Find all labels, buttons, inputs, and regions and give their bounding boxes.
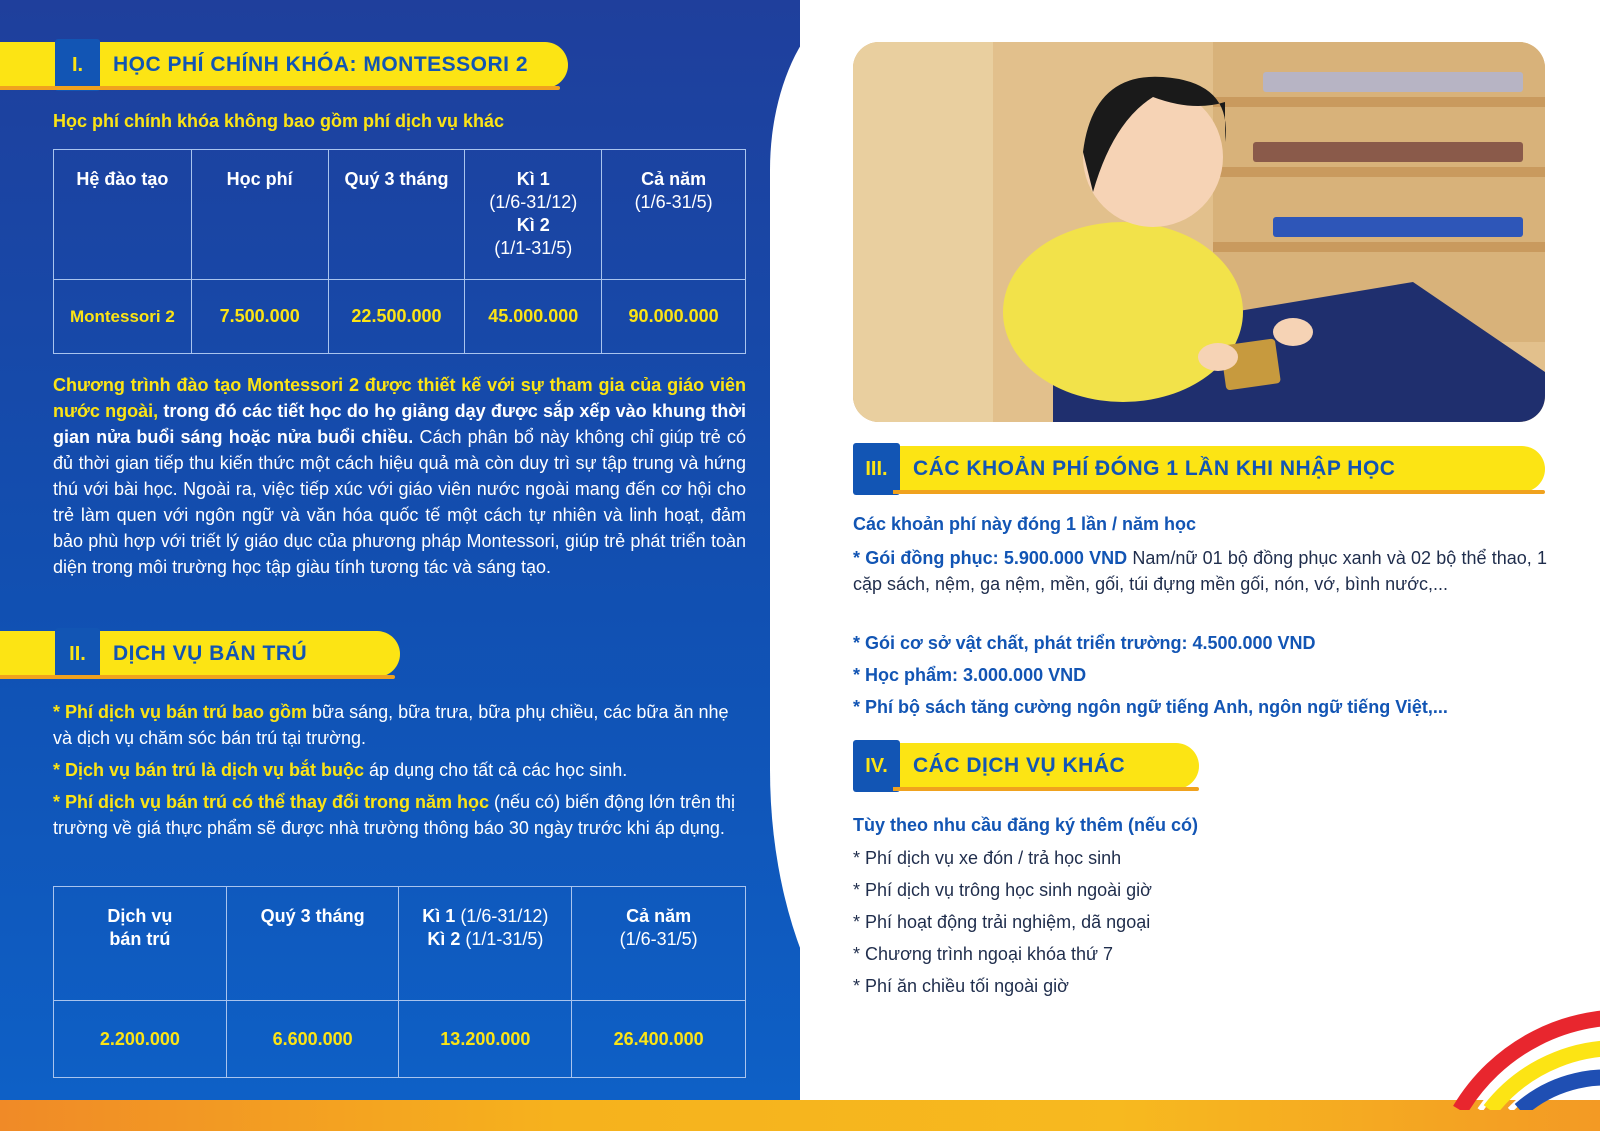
- boarding-cell-value: 13.200.000: [399, 1001, 572, 1078]
- boarding-header-ki2: Kì 2: [427, 929, 461, 949]
- header-ki2-range: (1/1-31/5): [494, 238, 573, 258]
- boarding-header-year: [572, 887, 746, 1001]
- boarding-bullet-2: [53, 757, 746, 783]
- section-4-title: CÁC DỊCH VỤ KHÁC: [913, 754, 1126, 777]
- table-header-cell-semester: [465, 150, 602, 280]
- section-3-number: III.: [853, 443, 900, 495]
- table-header-cell: Hệ đào tạo: [54, 150, 192, 280]
- bottom-orange-bar: [0, 1100, 1600, 1131]
- description-bold: trong đó các tiết học do họ giảng dạy được sắp xếp vào khung thời gian nửa buổi sáng hoặc nửa buổi chiều.: [53, 401, 746, 447]
- table-header-cell-year: [602, 150, 746, 280]
- rainbow-decoration: [1440, 1000, 1600, 1110]
- section-3-subtitle: Các khoản phí này đóng 1 lần / năm học: [853, 514, 1197, 534]
- service-item: * Phí hoạt động trải nghiệm, dã ngoại: [853, 912, 1151, 932]
- boarding-cell-value: 26.400.000: [572, 1001, 746, 1078]
- boarding-header-ki2-range: (1/1-31/5): [460, 929, 544, 949]
- boarding-cell-value: 2.200.000: [54, 1001, 227, 1078]
- description-body: Cách phân bổ này không chỉ giúp trẻ có đủ thời gian tiếp thu kiến thức một cách hiệu quả mà còn duy trì sự tập trung và hứng thú với bài học. Ngoài ra, việc tiếp xúc với giáo viên nước ngoài mang đến cơ hội cho trẻ làm quen với ngôn ngữ và văn hóa quốc tế một cách tự nhiên và linh hoạt, đảm bảo phù hợp với triết lý giáo dục của phương pháp Montessori, giúp trẻ phát triển toàn diện trong môi trường học tập giàu tính tương tác và sáng tạo.: [53, 427, 746, 577]
- section-1-title: HỌC PHÍ CHÍNH KHÓA: MONTESSORI 2: [113, 53, 529, 76]
- section-3-underline: [893, 490, 1545, 494]
- table-cell-program: Montessori 2: [54, 280, 192, 354]
- boarding-bullet-2-text: áp dụng cho tất cả các học sinh.: [364, 760, 628, 780]
- table-cell-value: 7.500.000: [191, 280, 328, 354]
- fee-item-books: * Phí bộ sách tăng cường ngôn ngữ tiếng Anh, ngôn ngữ tiếng Việt,...: [853, 697, 1448, 717]
- section-1-number: I.: [55, 39, 100, 91]
- boarding-header-line1: Dịch vụ: [107, 906, 173, 926]
- section-4-underline: [893, 787, 1199, 791]
- boarding-header-semester: [399, 887, 572, 1001]
- section-3-header: [853, 446, 1547, 492]
- program-description: [53, 372, 746, 580]
- table-cell-value: 90.000.000: [602, 280, 746, 354]
- boarding-bullet-1-text: bữa sáng, bữa trưa, bữa phụ chiều, các bữa ăn nhẹ và dịch vụ chăm sóc bán trú tại trường.: [53, 702, 729, 748]
- boarding-bullet-3: [53, 789, 746, 841]
- header-canam: Cả năm: [641, 169, 707, 189]
- boarding-cell-value: 6.600.000: [226, 1001, 399, 1078]
- section-4-number: IV.: [853, 740, 900, 792]
- section-1-underline: [0, 86, 560, 90]
- service-item: * Phí dịch vụ xe đón / trả học sinh: [853, 848, 1122, 868]
- boarding-bullet-1: [53, 699, 746, 751]
- section-3-title: CÁC KHOẢN PHÍ ĐÓNG 1 LẦN KHI NHẬP HỌC: [913, 457, 1396, 480]
- header-ki1: Kì 1: [516, 169, 550, 189]
- boarding-header-canam-range: (1/6-31/5): [619, 929, 698, 949]
- section-2-header: [0, 631, 402, 677]
- fee-item-facility: * Gói cơ sở vật chất, phát triển trường: 4.500.000 VND: [853, 633, 1316, 653]
- section-2-title: DỊCH VỤ BÁN TRÚ: [113, 642, 308, 665]
- service-item: * Phí ăn chiều tối ngoài giờ: [853, 976, 1069, 996]
- service-item: * Phí dịch vụ trông học sinh ngoài giờ: [853, 880, 1152, 900]
- boarding-header-canam: Cả năm: [626, 906, 692, 926]
- classroom-photo-illustration: [853, 42, 1545, 422]
- fee-item-uniform-text: Nam/nữ 01 bộ đồng phục xanh và 02 bộ thể thao, 1 cặp sách, nệm, ga nệm, mền, gối, túi đựng mền gối, nón, vớ, bình nước,...: [853, 548, 1547, 594]
- header-canam-range: (1/6-31/5): [634, 192, 713, 212]
- boarding-bullet-2-lead: * Dịch vụ bán trú là dịch vụ bắt buộc: [53, 760, 365, 780]
- header-ki1-range: (1/6-31/12): [489, 192, 578, 212]
- table-cell-value: 45.000.000: [465, 280, 602, 354]
- section-1-header: [0, 42, 570, 88]
- boarding-header-quarter: Quý 3 tháng: [226, 887, 399, 1001]
- boarding-header-service: [54, 887, 227, 1001]
- boarding-header-line2: bán trú: [109, 929, 171, 949]
- section-2-number: II.: [55, 628, 100, 680]
- tuition-table: [53, 149, 746, 354]
- service-item: * Chương trình ngoại khóa thứ 7: [853, 944, 1114, 964]
- header-ki2: Kì 2: [516, 215, 550, 235]
- classroom-photo: [853, 42, 1545, 422]
- section-1-subtitle: Học phí chính khóa không bao gồm phí dịch vụ khác: [53, 111, 505, 131]
- boarding-bullet-3-text: (nếu có) biến động lớn trên thị trường về giá thực phẩm sẽ được nhà trường thông báo 30 ngày trước khi áp dụng.: [53, 792, 735, 838]
- description-highlight: Chương trình đào tạo Montessori 2 được thiết kế với sự tham gia của giáo viên nước ngoài,: [53, 375, 746, 421]
- section-2-underline: [0, 675, 395, 679]
- fee-item-uniform-lead: * Gói đồng phục: 5.900.000 VND: [853, 548, 1128, 568]
- boarding-header-ki1-range: (1/6-31/12): [455, 906, 549, 926]
- boarding-bullet-3-lead: * Phí dịch vụ bán trú có thể thay đổi trong năm học: [53, 792, 490, 812]
- table-cell-value: 22.500.000: [328, 280, 465, 354]
- section-4-header: [853, 743, 1201, 789]
- table-header-cell: Học phí: [191, 150, 328, 280]
- section-4-subtitle: Tùy theo nhu cầu đăng ký thêm (nếu có): [853, 815, 1199, 835]
- boarding-table: [53, 886, 746, 1078]
- boarding-bullet-1-lead: * Phí dịch vụ bán trú bao gồm: [53, 702, 308, 722]
- boarding-header-ki1: Kì 1: [422, 906, 456, 926]
- fee-item-uniform: [853, 545, 1547, 597]
- table-header-cell: Quý 3 tháng: [328, 150, 465, 280]
- fee-item-supplies: * Học phẩm: 3.000.000 VND: [853, 665, 1087, 685]
